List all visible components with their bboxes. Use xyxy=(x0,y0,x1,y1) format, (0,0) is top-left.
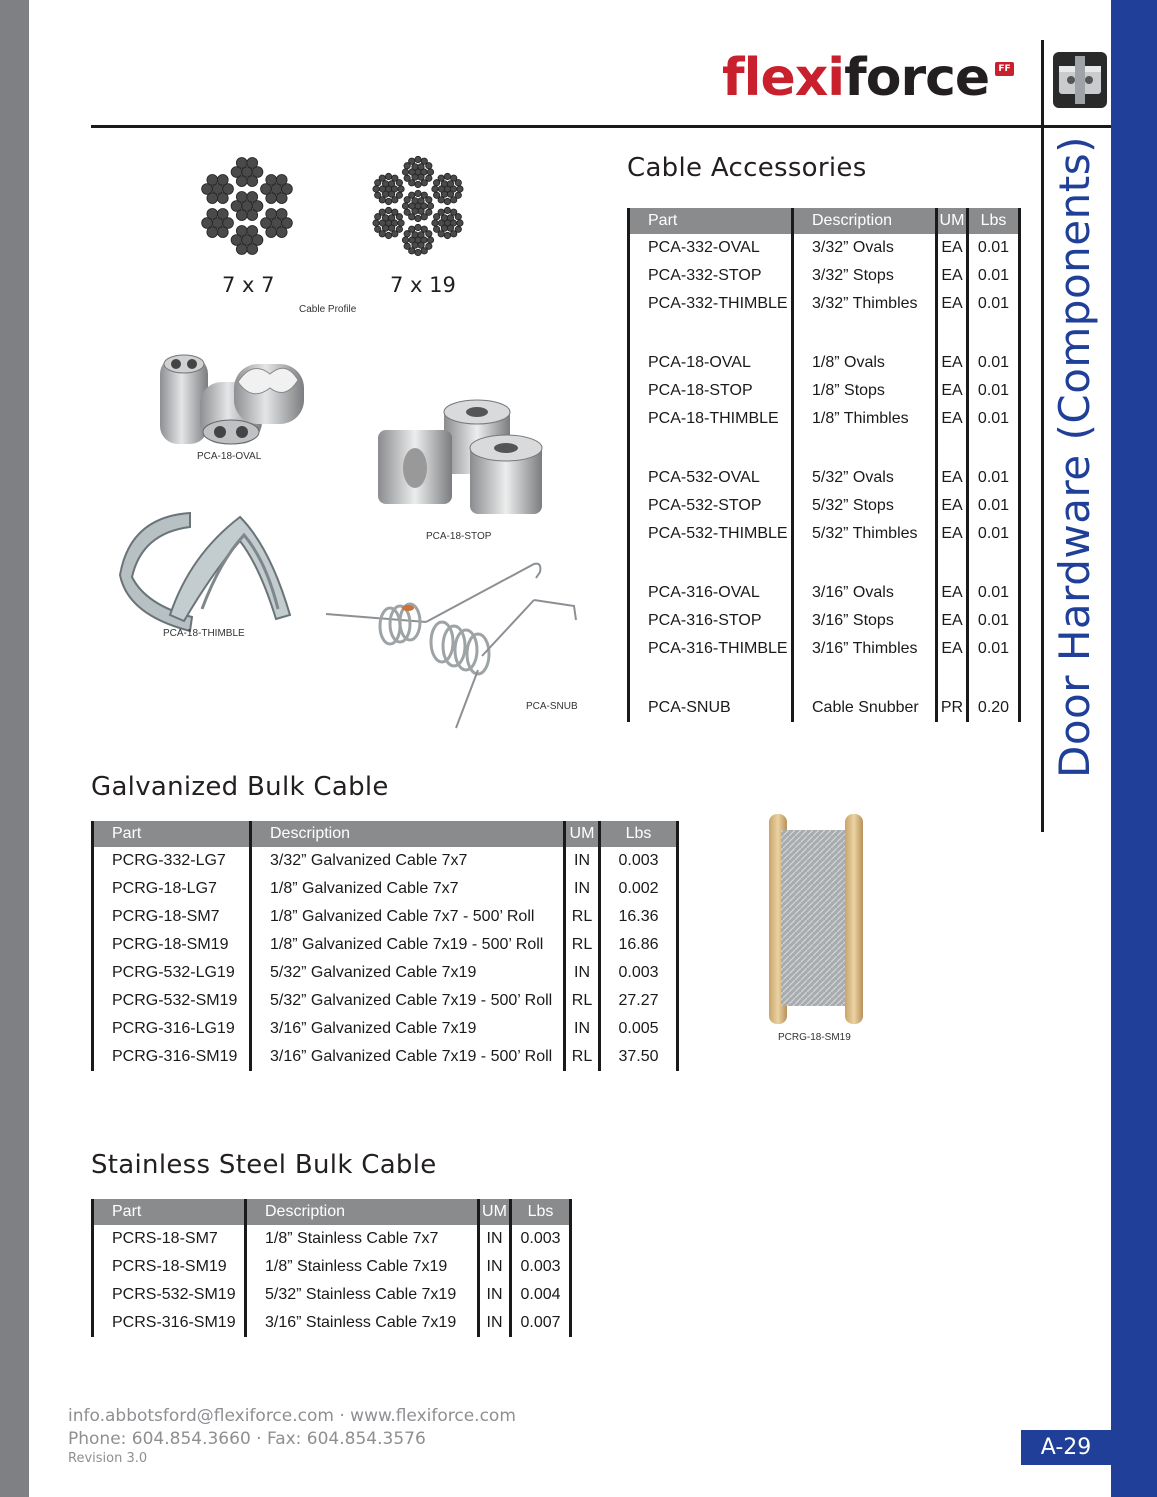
table-row xyxy=(629,694,1020,722)
brand-logo xyxy=(722,48,990,108)
cell-part: PCRG-316-SM19 xyxy=(93,1043,251,1071)
cell-description: 5/32” Ovals xyxy=(793,464,937,492)
spacer-cell xyxy=(793,318,937,349)
cell-description: 3/32” Thimbles xyxy=(793,290,937,318)
cell-description: 3/16” Thimbles xyxy=(793,635,937,663)
spacer-cell xyxy=(793,548,937,579)
table-row xyxy=(93,1225,571,1253)
thimble-image xyxy=(110,505,300,623)
spacer-cell xyxy=(968,318,1020,349)
table-row xyxy=(93,1253,571,1281)
spacer-cell xyxy=(968,433,1020,464)
stop-sleeve-image xyxy=(372,398,548,518)
side-section-title: Door Hardware (Components) xyxy=(1050,136,1099,778)
spacer-cell xyxy=(629,318,793,349)
cell-part: PCA-332-THIMBLE xyxy=(629,290,793,318)
table-spacer-row xyxy=(629,433,1020,464)
cable-profile-7x7-icon xyxy=(192,151,302,261)
cell-lbs: 16.36 xyxy=(600,903,678,931)
cell-lbs: 37.50 xyxy=(600,1043,678,1071)
right-margin-bar xyxy=(1111,0,1157,1497)
cell-part: PCRS-532-SM19 xyxy=(93,1281,246,1309)
snubber-caption: PCA-SNUB xyxy=(526,701,578,712)
cell-part: PCA-316-OVAL xyxy=(629,579,793,607)
galvanized-title: Galvanized Bulk Cable xyxy=(91,772,389,802)
spacer-cell xyxy=(629,548,793,579)
cell-part: PCA-18-OVAL xyxy=(629,349,793,377)
spacer-cell xyxy=(629,433,793,464)
cell-lbs: 0.003 xyxy=(600,959,678,987)
cell-part: PCA-SNUB xyxy=(629,694,793,722)
cell-description: 1/8” Stainless Cable 7x7 xyxy=(246,1225,479,1253)
table-row xyxy=(629,607,1020,635)
spacer-cell xyxy=(793,663,937,694)
cell-um: IN xyxy=(565,1015,600,1043)
cell-part: PCRG-532-LG19 xyxy=(93,959,251,987)
table-row xyxy=(93,987,678,1015)
cell-description: 3/32” Galvanized Cable 7x7 xyxy=(251,847,565,875)
cell-um: IN xyxy=(479,1225,511,1253)
cell-um: RL xyxy=(565,931,600,959)
cell-lbs: 0.003 xyxy=(511,1225,571,1253)
cell-lbs: 0.20 xyxy=(968,694,1020,722)
cell-description: 5/32” Thimbles xyxy=(793,520,937,548)
cell-description: 3/16” Stainless Cable 7x19 xyxy=(246,1309,479,1337)
cell-lbs: 0.01 xyxy=(968,607,1020,635)
cell-um: EA xyxy=(937,377,968,405)
cell-description: 1/8” Stops xyxy=(793,377,937,405)
table-row xyxy=(629,635,1020,663)
cell-lbs: 0.01 xyxy=(968,520,1020,548)
cell-lbs: 0.004 xyxy=(511,1281,571,1309)
cell-part: PCRG-18-SM19 xyxy=(93,931,251,959)
cell-um: EA xyxy=(937,635,968,663)
footer-contact-phone: Phone: 604.854.3660 · Fax: 604.854.3576 xyxy=(68,1429,426,1449)
header-um: UM xyxy=(479,1199,511,1225)
left-margin-bar xyxy=(0,0,29,1497)
cell-part: PCA-532-OVAL xyxy=(629,464,793,492)
stainless-table xyxy=(91,1199,572,1337)
cell-um: EA xyxy=(937,464,968,492)
stainless-title: Stainless Steel Bulk Cable xyxy=(91,1150,437,1180)
header-rule xyxy=(91,125,1111,128)
table-row xyxy=(629,405,1020,433)
cell-description: 1/8” Ovals xyxy=(793,349,937,377)
table-row xyxy=(93,903,678,931)
spacer-cell xyxy=(629,663,793,694)
cell-description: 3/32” Ovals xyxy=(793,234,937,262)
cable-accessories-title: Cable Accessories xyxy=(627,153,867,183)
cell-description: 1/8” Galvanized Cable 7x7 - 500’ Roll xyxy=(251,903,565,931)
cell-description: 5/32” Galvanized Cable 7x19 - 500’ Roll xyxy=(251,987,565,1015)
table-spacer-row xyxy=(629,548,1020,579)
cell-um: EA xyxy=(937,579,968,607)
table-row xyxy=(629,234,1020,262)
cell-um: PR xyxy=(937,694,968,722)
cell-lbs: 16.86 xyxy=(600,931,678,959)
table-row xyxy=(629,464,1020,492)
table-row xyxy=(629,492,1020,520)
header-lbs: Lbs xyxy=(968,208,1020,234)
table-row xyxy=(93,959,678,987)
cable-profile-caption: Cable Profile xyxy=(299,304,357,315)
cell-um: EA xyxy=(937,520,968,548)
brand-badge: FF xyxy=(995,62,1014,76)
brand-name-part2: force xyxy=(844,48,990,108)
stop-caption: PCA-18-STOP xyxy=(426,531,492,542)
cell-um: EA xyxy=(937,262,968,290)
oval-sleeve-image xyxy=(152,348,312,448)
header-part: Part xyxy=(629,208,793,234)
table-header-row xyxy=(93,1199,571,1225)
header-um: UM xyxy=(937,208,968,234)
cell-lbs: 0.01 xyxy=(968,405,1020,433)
cell-lbs: 0.002 xyxy=(600,875,678,903)
cell-description: 3/16” Stops xyxy=(793,607,937,635)
cell-part: PCRG-316-LG19 xyxy=(93,1015,251,1043)
cell-description: 1/8” Stainless Cable 7x19 xyxy=(246,1253,479,1281)
spacer-cell xyxy=(937,318,968,349)
cell-um: EA xyxy=(937,405,968,433)
cell-lbs: 0.01 xyxy=(968,492,1020,520)
cell-lbs: 0.01 xyxy=(968,290,1020,318)
cell-part: PCA-332-STOP xyxy=(629,262,793,290)
table-header-row xyxy=(629,208,1020,234)
cell-part: PCRS-18-SM7 xyxy=(93,1225,246,1253)
table-row xyxy=(629,349,1020,377)
table-row xyxy=(629,290,1020,318)
galvanized-table xyxy=(91,821,679,1071)
cell-description: 3/32” Stops xyxy=(793,262,937,290)
spacer-cell xyxy=(937,433,968,464)
side-divider xyxy=(1041,40,1044,832)
spacer-cell xyxy=(937,663,968,694)
cell-part: PCA-316-THIMBLE xyxy=(629,635,793,663)
cell-um: IN xyxy=(565,875,600,903)
cell-part: PCRS-316-SM19 xyxy=(93,1309,246,1337)
cell-description: 1/8” Galvanized Cable 7x7 xyxy=(251,875,565,903)
cell-um: IN xyxy=(479,1309,511,1337)
header-lbs: Lbs xyxy=(511,1199,571,1225)
header-description: Description xyxy=(793,208,937,234)
cell-description: 3/16” Galvanized Cable 7x19 xyxy=(251,1015,565,1043)
cell-part: PCRG-532-SM19 xyxy=(93,987,251,1015)
header-description: Description xyxy=(246,1199,479,1225)
header-part: Part xyxy=(93,821,251,847)
cell-part: PCA-532-STOP xyxy=(629,492,793,520)
cell-part: PCA-532-THIMBLE xyxy=(629,520,793,548)
footer-revision: Revision 3.0 xyxy=(68,1451,148,1466)
cell-um: EA xyxy=(937,349,968,377)
spacer-cell xyxy=(937,548,968,579)
cell-lbs: 0.005 xyxy=(600,1015,678,1043)
cell-um: EA xyxy=(937,492,968,520)
brand-name-part1: flexi xyxy=(722,48,845,108)
cell-um: RL xyxy=(565,987,600,1015)
header-description: Description xyxy=(251,821,565,847)
cell-part: PCA-332-OVAL xyxy=(629,234,793,262)
cable-accessories-table xyxy=(627,208,1021,722)
cell-um: EA xyxy=(937,234,968,262)
table-row xyxy=(93,1015,678,1043)
cell-um: RL xyxy=(565,903,600,931)
cable-reel-image xyxy=(765,812,867,1026)
table-row xyxy=(93,847,678,875)
spacer-cell xyxy=(968,663,1020,694)
table-row xyxy=(93,1281,571,1309)
cell-part: PCRS-18-SM19 xyxy=(93,1253,246,1281)
table-spacer-row xyxy=(629,318,1020,349)
cell-lbs: 0.01 xyxy=(968,579,1020,607)
cell-description: 5/32” Stainless Cable 7x19 xyxy=(246,1281,479,1309)
cell-description: 5/32” Stops xyxy=(793,492,937,520)
cell-description: 1/8” Galvanized Cable 7x19 - 500’ Roll xyxy=(251,931,565,959)
header-part: Part xyxy=(93,1199,246,1225)
cell-lbs: 0.007 xyxy=(511,1309,571,1337)
footer-contact-web: info.abbotsford@flexiforce.com · www.flexiforce.com xyxy=(68,1406,516,1426)
spacer-cell xyxy=(968,548,1020,579)
reel-caption: PCRG-18-SM19 xyxy=(778,1032,851,1043)
cell-description: Cable Snubber xyxy=(793,694,937,722)
cell-lbs: 0.01 xyxy=(968,349,1020,377)
cell-lbs: 0.003 xyxy=(511,1253,571,1281)
cell-um: IN xyxy=(479,1281,511,1309)
table-header-row xyxy=(93,821,678,847)
profile-label-7x7: 7 x 7 xyxy=(222,273,275,297)
cell-lbs: 27.27 xyxy=(600,987,678,1015)
table-spacer-row xyxy=(629,663,1020,694)
cell-lbs: 0.003 xyxy=(600,847,678,875)
header-lbs: Lbs xyxy=(600,821,678,847)
table-row xyxy=(629,377,1020,405)
cell-lbs: 0.01 xyxy=(968,635,1020,663)
cell-description: 3/16” Ovals xyxy=(793,579,937,607)
table-row xyxy=(93,931,678,959)
cell-description: 1/8” Thimbles xyxy=(793,405,937,433)
cell-lbs: 0.01 xyxy=(968,377,1020,405)
cell-part: PCRG-332-LG7 xyxy=(93,847,251,875)
cell-description: 3/16” Galvanized Cable 7x19 - 500’ Roll xyxy=(251,1043,565,1071)
cell-um: EA xyxy=(937,290,968,318)
cell-um: IN xyxy=(565,959,600,987)
cable-profile-7x19-icon xyxy=(363,151,473,261)
table-row xyxy=(629,579,1020,607)
cell-lbs: 0.01 xyxy=(968,234,1020,262)
oval-caption: PCA-18-OVAL xyxy=(197,451,262,462)
header-um: UM xyxy=(565,821,600,847)
table-row xyxy=(629,262,1020,290)
table-row xyxy=(93,875,678,903)
cell-part: PCRG-18-LG7 xyxy=(93,875,251,903)
cell-lbs: 0.01 xyxy=(968,464,1020,492)
cell-description: 5/32” Galvanized Cable 7x19 xyxy=(251,959,565,987)
hardware-thumbnail-icon xyxy=(1053,52,1107,108)
page-number: A-29 xyxy=(1021,1430,1111,1465)
thimble-caption: PCA-18-THIMBLE xyxy=(163,628,245,639)
cell-lbs: 0.01 xyxy=(968,262,1020,290)
profile-label-7x19: 7 x 19 xyxy=(390,273,456,297)
cell-um: EA xyxy=(937,607,968,635)
cell-part: PCA-316-STOP xyxy=(629,607,793,635)
cell-um: IN xyxy=(565,847,600,875)
spacer-cell xyxy=(793,433,937,464)
table-row xyxy=(93,1309,571,1337)
table-row xyxy=(93,1043,678,1071)
cell-part: PCRG-18-SM7 xyxy=(93,903,251,931)
cell-um: IN xyxy=(479,1253,511,1281)
cell-part: PCA-18-STOP xyxy=(629,377,793,405)
table-row xyxy=(629,520,1020,548)
cell-um: RL xyxy=(565,1043,600,1071)
cell-part: PCA-18-THIMBLE xyxy=(629,405,793,433)
